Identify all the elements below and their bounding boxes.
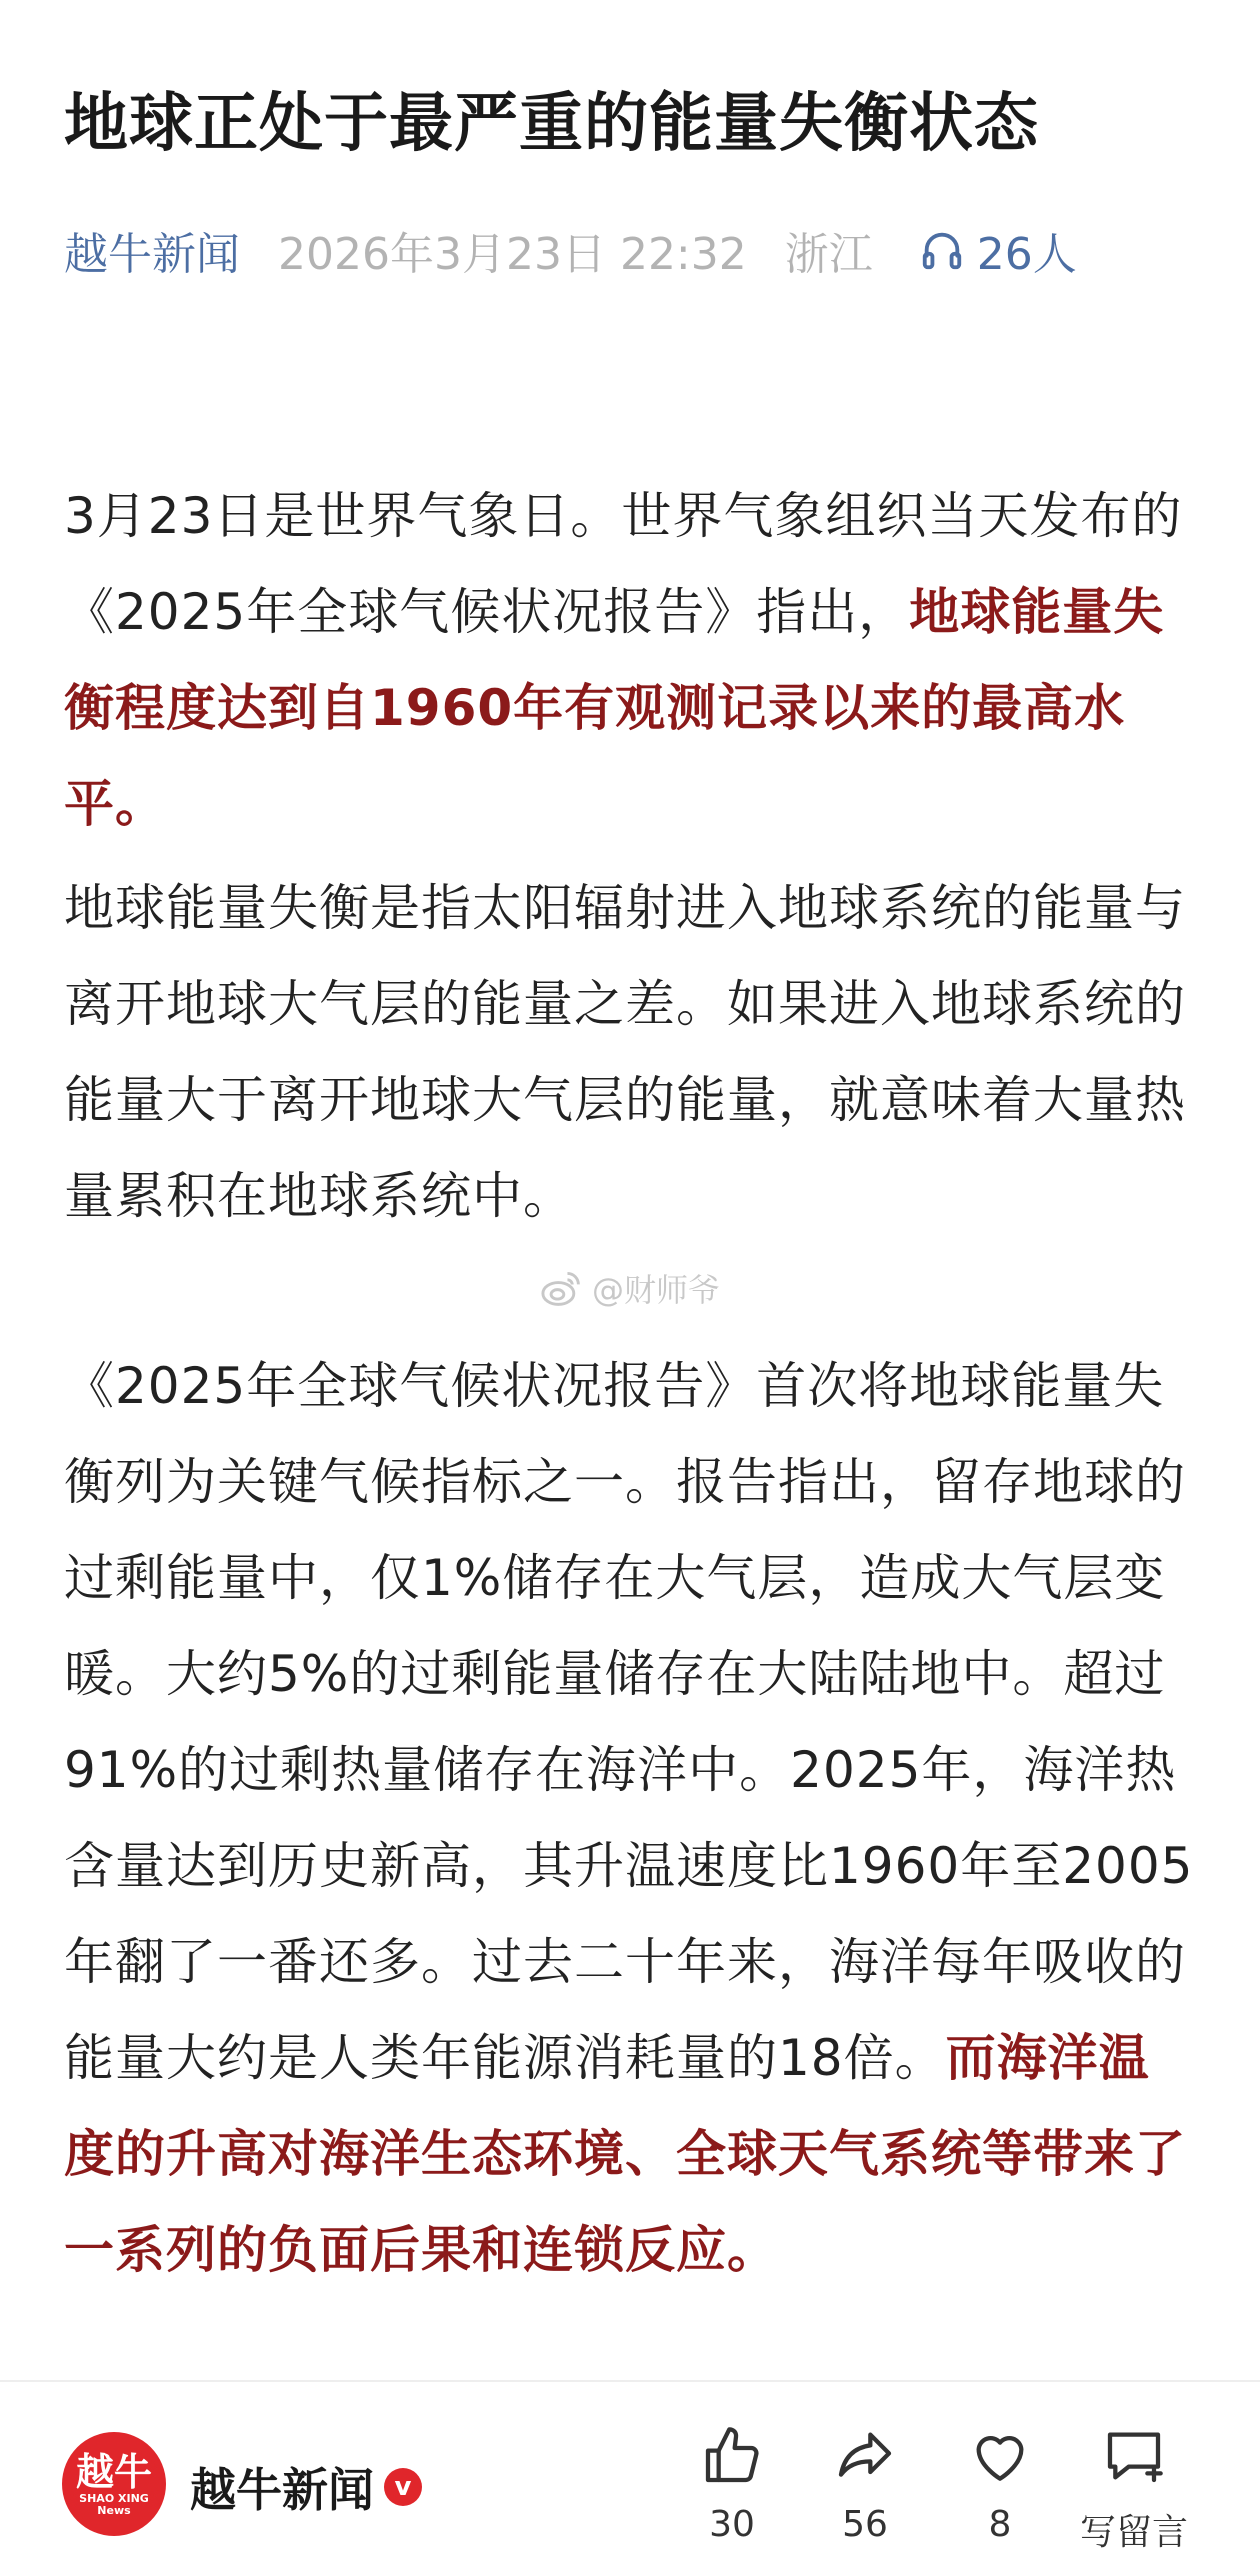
article-meta	[64, 218, 1077, 282]
publish-datetime: 2026年3月23日 22:32	[278, 229, 747, 280]
comment-label: 写留言	[1079, 2512, 1188, 2553]
logo-subtext: SHAO XING	[79, 2492, 149, 2505]
logo-text: 越牛	[75, 2449, 152, 2494]
paragraph-1-text: 3月23日是世界气象日。世界气象组织当天发布的《2025年全球气候状况报告》指出，	[64, 487, 1183, 641]
paragraph-1-highlight: 地球能量失衡程度达到自1960年有观测记录以来的最高水平。	[64, 583, 1165, 833]
heart-icon	[968, 2424, 1032, 2488]
logo-news-text: News	[97, 2504, 131, 2517]
like-button[interactable]	[672, 2424, 792, 2545]
thumbs-up-icon	[700, 2424, 764, 2488]
headphones-icon	[919, 227, 965, 273]
share-count: 56	[842, 2504, 888, 2545]
paragraph-3-highlight: 而海洋温度的升高对海洋生态环境、全球天气系统等带来了一系列的负面后果和连锁反应。	[64, 2029, 1186, 2279]
paragraph-3-text: 《2025年全球气候状况报告》首次将地球能量失衡列为关键气候指标之一。报告指出，留存地球的过剩能量中，仅1%储存在大气层，造成大气层变暖。大约5%的过剩能量储存在大陆陆地中。超过91%的过剩热量储存在海洋中。2025年，海洋热含量达到历史新高，其升温速度比1960年至2005年翻了一番还多。过去二十年来，海洋每年吸收的能量大约是人类年能源消耗量的18倍。	[64, 1357, 1194, 2087]
watermark-text: @财师爷	[592, 1271, 721, 1309]
favorite-button[interactable]	[940, 2424, 1060, 2545]
source-link[interactable]: 越牛新闻	[64, 229, 240, 280]
listen-button[interactable]	[919, 218, 1077, 282]
account-name-text: 越牛新闻	[190, 2463, 374, 2517]
favorite-count: 8	[988, 2504, 1012, 2545]
share-button[interactable]	[805, 2424, 925, 2545]
share-arrow-icon	[833, 2424, 897, 2488]
like-count: 30	[709, 2504, 755, 2545]
paragraph-1	[64, 468, 1200, 852]
watermark	[540, 1260, 720, 1316]
listener-count: 26人	[976, 229, 1077, 280]
verified-badge: v	[384, 2468, 422, 2506]
bottom-action-bar	[0, 2380, 1260, 2570]
paragraph-3	[64, 1338, 1200, 2298]
publish-location: 浙江	[784, 229, 873, 280]
weibo-icon	[540, 1268, 584, 1308]
comment-bubble-icon	[1102, 2424, 1166, 2488]
account-name[interactable]	[190, 2454, 422, 2520]
account-logo[interactable]	[62, 2432, 166, 2536]
paragraph-2: 地球能量失衡是指太阳辐射进入地球系统的能量与离开地球大气层的能量之差。如果进入地球系统的能量大于离开地球大气层的能量，就意味着大量热量累积在地球系统中。	[64, 879, 1186, 1225]
article-title: 地球正处于最严重的能量失衡状态	[64, 87, 1039, 161]
comment-button[interactable]	[1074, 2424, 1194, 2555]
